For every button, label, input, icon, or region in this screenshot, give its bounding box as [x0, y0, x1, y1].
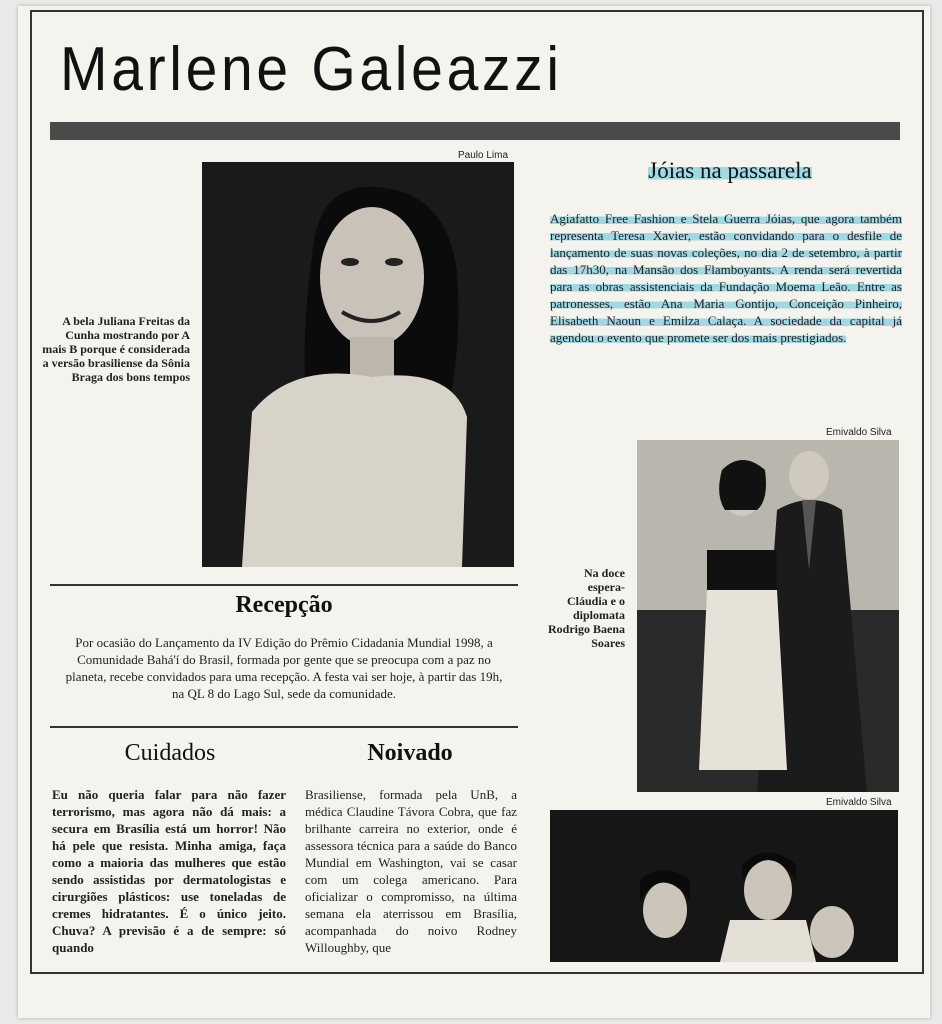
masthead-title: Marlene Galeazzi: [60, 35, 563, 104]
portrait-illustration: [202, 162, 514, 567]
divider-recepcao-bottom: [50, 726, 518, 728]
couple-caption: Na doce espera- Cláudia e o diplomata Rodrigo Baena Soares: [547, 566, 625, 650]
joias-article: [550, 210, 902, 346]
divider-recepcao-top: [50, 584, 518, 586]
recepcao-heading: Recepção: [235, 592, 333, 618]
joias-heading: [612, 158, 848, 184]
noivado-article: Brasiliense, formada pela UnB, a médica Claudine Távora Cobra, que faz brilhante carreira no exterior, onde é assessora técnica para a saúde do Banco Mundial em Washington, vai se casar com um colega americano. Para oficializar o compromisso, na última semana ela aterrissou em Brasília, acompanhada do noivo Rodney Willoughby, que: [305, 787, 517, 955]
portrait-photo: [202, 162, 514, 567]
noivado-heading: Noivado: [367, 740, 453, 766]
recepcao-article: [60, 634, 508, 702]
photo-credit-paulo: Paulo Lima: [458, 150, 509, 161]
joias-article-text: Agiafatto Free Fashion e Stela Guerra Jóias, que agora também representa Teresa Xavier, estão convidando para o desfile de lançamento de suas novas coleções, no dia 2 de setembro, à partir das 17h30, na Mansão dos Flamboyants. A renda será revertida para as obras assistenciais da Fundação Moema Leão. Entre as patronesses, estão Ana Maria Gontijo, Conceição Pinheiro, Elisabeth Naoun e Emilza Calaça. A sociedade da capital já agendou o evento que promete ser dos mais prestigiados.: [550, 211, 902, 345]
group-photo: [550, 810, 898, 962]
photo-credit-emivaldo-2: Emivaldo Silva: [826, 797, 892, 808]
recepcao-article-text: Por ocasião do Lançamento da IV Edição do Prêmio Cidadania Mundial 1998, a Comunidade Bahá'í do Brasil, formada por gente que se preocupa com a paz no planeta, recebe convidados para uma recepção. A festa vai ser hoje, à partir das 19h, na QL 8 do Lago Sul, sede da comunidade.: [65, 635, 503, 701]
joias-heading-text: Jóias na passarela: [648, 158, 812, 183]
cuidados-heading: Cuidados: [124, 740, 216, 766]
group-illustration: [550, 810, 898, 962]
couple-illustration: [637, 440, 899, 792]
photo-credit-emivaldo-1: Emivaldo Silva: [826, 427, 892, 438]
couple-photo: [637, 440, 899, 792]
portrait-caption: A bela Juliana Freitas da Cunha mostrando por A mais B porque é considerada a versão brasiliense da Sônia Braga dos bons tempos: [42, 314, 190, 384]
masthead-rule: [50, 122, 900, 140]
cuidados-article: Eu não queria falar para não fazer terrorismo, mas agora não dá mais: a secura em Brasília está um horror! Não há pele que resista. Minha amiga, faça como a maioria das mulheres que estão sendo assistidas por dermatologistas e cirurgiões plásticos: use toneladas de cremes hidratantes. É o único jeito. Chuva? A previsão é a de sempre: só quando: [52, 787, 286, 955]
